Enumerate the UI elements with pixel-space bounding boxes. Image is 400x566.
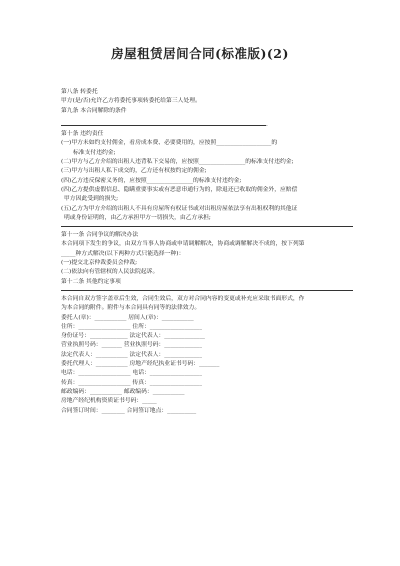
clause-text: (四)乙方提供虚假信息、隐瞒重要事实或有恶意串通行为的，除退还已收取的佣金外，应赔偿: [61, 186, 298, 193]
signature-field-row: 邮政编码：___________ 邮政编码：___________: [61, 388, 185, 395]
clause-text: (四)乙方违反保密义务的，应按照________________的标准支付违约金;: [61, 177, 242, 184]
signature-field-row: 传真：__________________ 传真：__________________: [61, 379, 202, 386]
signature-field-row: 电话：__________________ 电话：__________________: [61, 370, 202, 377]
clause-heading: 第八条 转委托: [61, 89, 98, 95]
clause-text: 本合同自双方签字盖章后生效，合同生效后，双方对合同内容的变更或补充应采取书面形式，作: [61, 295, 305, 302]
clause-text: (二)甲方与乙方介绍的出租人违背私下交易的，应按照________________的标准支付违约金;: [61, 159, 294, 166]
signature-field-row: 委托代理人：___________ 房地产经纪执业证书号码：_______: [61, 361, 220, 368]
signature-field-row: 合同签订时间：________ 合同签订地点：__________: [61, 407, 197, 414]
separator-row: [61, 121, 353, 130]
signature-field-row: 住所：__________________ 住所：__________________: [61, 323, 202, 330]
signature-field-row: 委托人(章)：___________ 居间人(章)：___________: [61, 314, 194, 321]
clause-text: (一)提交北京仲裁委员会仲裁;: [61, 260, 138, 267]
separator-line: [61, 125, 266, 126]
signature-field-row: 房地产经纪机构资质证书号码：_____: [61, 398, 157, 405]
clause-heading: 第十二条 其他约定事项: [61, 278, 121, 285]
separator-line: [61, 290, 353, 291]
separator-line: [61, 226, 353, 227]
clause-text: 甲方因此受到的损失;: [64, 196, 119, 203]
signature-field-row: 身份证号：_____________ 法定代表人：______________: [61, 333, 205, 340]
clause-text: 为本合同的附件。附件与本合同具有同等的法律效力。: [61, 305, 201, 312]
clause-text: 本合同项下发生的争议，由双方当事人协商或申请调解解决，协商或调解解决不成的，按下列第: [61, 241, 305, 248]
document-title: 房屋租赁居间合同(标准版)(2): [111, 46, 289, 61]
clause-heading: 第九条 本合同解除的条件: [61, 107, 127, 114]
clause-text: _____种方式解决(以下两种方式只能选择一种)：: [61, 250, 185, 257]
separator-dot: .: [266, 121, 268, 128]
signature-field-row: 法定代表人：___________ 法定代表人：_____________: [61, 351, 202, 358]
clause-text: (三)甲方与出租人私下成交的，乙方还有权按约定的佣金;: [61, 168, 207, 175]
clause-text: 标准支付违约金;: [73, 149, 116, 156]
clause-text: 甲方(是/否)允许乙方将委托事项转委托给第三人处理。: [61, 98, 201, 105]
clause-text: 明或身份证明的，由乙方承担甲方一切损失，由乙方承担;: [64, 214, 211, 221]
signature-field-row: 营业执照号码：_______ 营业执照号码：_____________: [61, 342, 202, 349]
clause-text: (一)甲方未如约支付佣金，看房成本费、必要费用的，应按照___________________的: [61, 140, 278, 147]
document-body: [61, 88, 353, 416]
clause-text: (五)乙方为甲方介绍的出租人不具有房屋所有权证书或对出租房屋依法享有出租权利的其他证: [61, 205, 298, 212]
clause-heading: 第十一条 合同争议的解决办法: [61, 232, 139, 239]
clause-text: (二)依法向有管辖权的人民法院起诉。: [61, 269, 159, 276]
clause-heading: 第十条 违约责任: [61, 131, 104, 138]
